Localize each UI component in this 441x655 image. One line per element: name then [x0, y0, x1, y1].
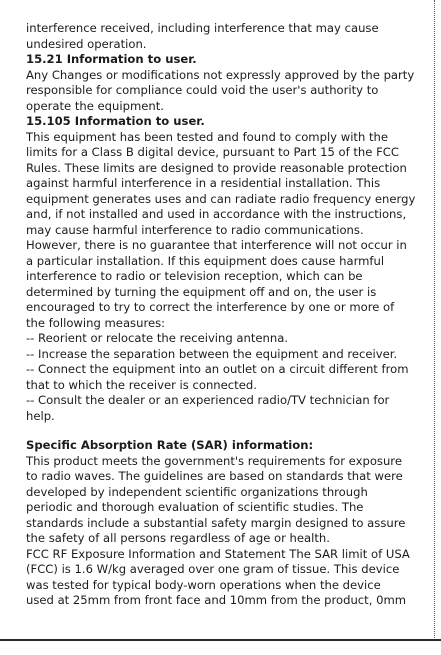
section-heading: 15.21 Information to user.: [26, 52, 197, 66]
text-line: However, there is no guarantee that interference will not occur in: [26, 238, 407, 252]
text-line: against harmful interference in a residential installation. This: [26, 176, 381, 190]
text-line: encouraged to try to correct the interference by one or more of: [26, 300, 395, 314]
section-heading: 15.105 Information to user.: [26, 114, 205, 128]
text-line: This equipment has been tested and found to comply with the: [26, 129, 389, 144]
text-line: limits for a Class B digital device, pursuant to Part 15 of the FCC: [26, 145, 399, 159]
text-line: Any Changes or modifications not expressly approved by the party: [26, 67, 415, 82]
text-line: to radio waves. The guidelines are based on standards that were: [26, 469, 403, 483]
text-line: that to which the receiver is connected.: [26, 377, 257, 392]
text-line: operate the equipment.: [26, 98, 164, 113]
text-line: determined by turning the equipment off and on, the user is: [26, 284, 377, 299]
text-line: equipment generates uses and can radiate radio frequency energy: [26, 191, 416, 206]
text-line: was tested for typical body-worn operations when the device: [26, 577, 381, 592]
text-line: (FCC) is 1.6 W/kg averaged over one gram of tissue. This device: [26, 562, 400, 576]
document-text: [26, 21, 421, 609]
paragraph-gap: [26, 424, 421, 438]
text-line: developed by independent scientific organizations through: [26, 484, 368, 499]
text-line: used at 25mm from front face and 10mm from the product, 0mm: [26, 593, 407, 607]
page-bottom-rule: [0, 639, 441, 641]
text-line: the following measures:: [26, 315, 166, 330]
text-line: interference to radio or television reception, which can be: [26, 269, 363, 283]
text-line: may cause harmful interference to radio communications.: [26, 222, 364, 237]
text-line: undesired operation.: [26, 36, 147, 51]
text-line: responsible for compliance could void the user's authority to: [26, 83, 379, 97]
text-line: the safety of all persons regardless of age or health.: [26, 531, 330, 545]
text-line: and, if not installed and used in accordance with the instructions,: [26, 207, 407, 221]
text-line: interference received, including interference that may cause: [26, 21, 379, 35]
text-line: a particular installation. If this equipment does cause harmful: [26, 253, 385, 268]
text-line: This product meets the government's requirements for exposure: [26, 453, 402, 468]
section-heading: Specific Absorption Rate (SAR) information:: [26, 438, 314, 452]
text-line: help.: [26, 408, 55, 423]
text-line: -- Increase the separation between the equipment and receiver.: [26, 346, 398, 361]
text-line: Rules. These limits are designed to provide reasonable protection: [26, 160, 407, 175]
text-line: -- Connect the equipment into an outlet on a circuit different from: [26, 362, 409, 376]
text-line: -- Reorient or relocate the receiving antenna.: [26, 331, 289, 345]
dotted-cut-line: [434, 0, 435, 640]
text-line: FCC RF Exposure Information and Statement The SAR limit of USA: [26, 546, 410, 561]
text-line: standards include a substantial safety margin designed to assure: [26, 515, 406, 530]
text-line: periodic and thorough evaluation of scientific studies. The: [26, 500, 364, 514]
text-line: -- Consult the dealer or an experienced radio/TV technician for: [26, 393, 390, 407]
